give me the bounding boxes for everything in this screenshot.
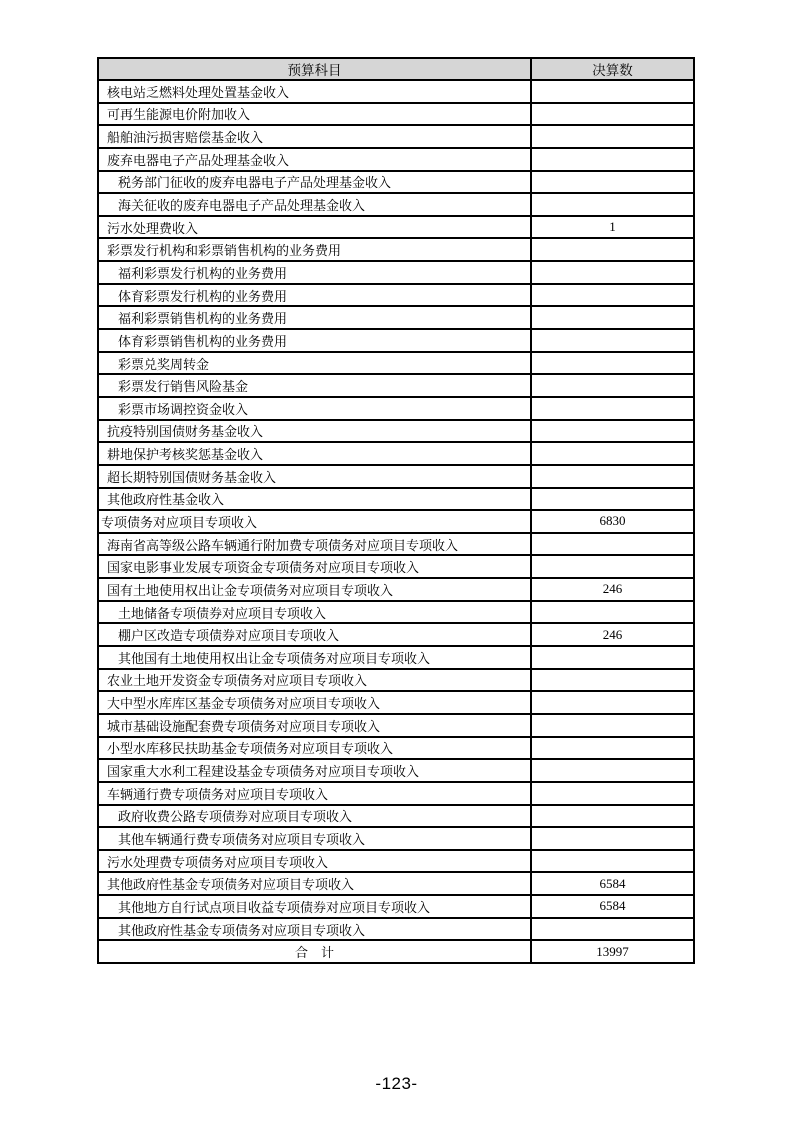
table-row: [98, 329, 694, 352]
final-amount-cell: 6830: [531, 510, 694, 533]
table-footer: [98, 940, 694, 963]
table-row: [98, 714, 694, 737]
final-amount-cell: [531, 148, 694, 171]
budget-subject-cell: 其他政府性基金收入: [98, 488, 531, 511]
final-amount-cell: [531, 420, 694, 443]
final-amount-cell: [531, 261, 694, 284]
table-row: [98, 850, 694, 873]
page-number: -123-: [375, 1074, 418, 1093]
table-row: [98, 284, 694, 307]
table-row: [98, 918, 694, 941]
budget-subject-cell: 其他政府性基金专项债务对应项目专项收入: [98, 918, 531, 941]
budget-subject-cell: 税务部门征收的废弃电器电子产品处理基金收入: [98, 171, 531, 194]
budget-subject-cell: 海南省高等级公路车辆通行附加费专项债务对应项目专项收入: [98, 533, 531, 556]
final-amount-cell: [531, 533, 694, 556]
header-row: [98, 58, 694, 80]
table-row: [98, 352, 694, 375]
table-row: [98, 872, 694, 895]
table-row: [98, 601, 694, 624]
final-amount-cell: [531, 193, 694, 216]
budget-subject-cell: 废弃电器电子产品处理基金收入: [98, 148, 531, 171]
table-row: [98, 148, 694, 171]
table-row: [98, 759, 694, 782]
final-amount-cell: [531, 488, 694, 511]
budget-subject-cell: 海关征收的废弃电器电子产品处理基金收入: [98, 193, 531, 216]
budget-subject-cell: 国家重大水利工程建设基金专项债务对应项目专项收入: [98, 759, 531, 782]
table-row: [98, 125, 694, 148]
table-row: [98, 238, 694, 261]
final-amount-cell: [531, 850, 694, 873]
table-row: [98, 737, 694, 760]
table-header: [98, 58, 694, 80]
final-amount-cell: [531, 691, 694, 714]
budget-subject-cell: 其他国有土地使用权出让金专项债务对应项目专项收入: [98, 646, 531, 669]
budget-subject-cell: 抗疫特别国债财务基金收入: [98, 420, 531, 443]
table-row: [98, 442, 694, 465]
table-row: [98, 171, 694, 194]
final-amount-cell: 246: [531, 578, 694, 601]
table-row: [98, 691, 694, 714]
budget-subject-cell: 车辆通行费专项债务对应项目专项收入: [98, 782, 531, 805]
budget-subject-cell: 彩票发行销售风险基金: [98, 374, 531, 397]
budget-subject-cell: 国家电影事业发展专项资金专项债务对应项目专项收入: [98, 555, 531, 578]
budget-subject-cell: 超长期特别国债财务基金收入: [98, 465, 531, 488]
final-amount-cell: [531, 737, 694, 760]
budget-subject-cell: 可再生能源电价附加收入: [98, 103, 531, 126]
budget-subject-cell: 专项债务对应项目专项收入: [98, 510, 531, 533]
table-row: [98, 827, 694, 850]
table-row: [98, 533, 694, 556]
table-row: [98, 895, 694, 918]
table-row: [98, 782, 694, 805]
final-amount-cell: 6584: [531, 872, 694, 895]
table-row: [98, 646, 694, 669]
budget-subject-cell: 大中型水库库区基金专项债务对应项目专项收入: [98, 691, 531, 714]
final-amount-cell: [531, 397, 694, 420]
final-amount-cell: [531, 669, 694, 692]
table-row: [98, 420, 694, 443]
table-row: [98, 193, 694, 216]
total-label-cell: 合 计: [98, 940, 531, 963]
budget-subject-cell: 彩票发行机构和彩票销售机构的业务费用: [98, 238, 531, 261]
budget-subject-cell: 政府收费公路专项债券对应项目专项收入: [98, 805, 531, 828]
budget-subject-cell: 福利彩票发行机构的业务费用: [98, 261, 531, 284]
column-header-budget-subject: 预算科目: [98, 58, 531, 80]
budget-subject-cell: 船舶油污损害赔偿基金收入: [98, 125, 531, 148]
budget-subject-cell: 耕地保护考核奖惩基金收入: [98, 442, 531, 465]
table-row: [98, 103, 694, 126]
budget-subject-cell: 体育彩票发行机构的业务费用: [98, 284, 531, 307]
budget-subject-cell: 污水处理费专项债务对应项目专项收入: [98, 850, 531, 873]
budget-subject-cell: 城市基础设施配套费专项债务对应项目专项收入: [98, 714, 531, 737]
table-row: [98, 397, 694, 420]
table-row: [98, 578, 694, 601]
budget-subject-cell: 体育彩票销售机构的业务费用: [98, 329, 531, 352]
budget-subject-cell: 国有土地使用权出让金专项债务对应项目专项收入: [98, 578, 531, 601]
table-row: [98, 623, 694, 646]
budget-table: [97, 57, 695, 964]
final-amount-cell: [531, 555, 694, 578]
final-amount-cell: [531, 442, 694, 465]
final-amount-cell: [531, 80, 694, 103]
budget-subject-cell: 其他地方自行试点项目收益专项债券对应项目专项收入: [98, 895, 531, 918]
final-amount-cell: [531, 352, 694, 375]
budget-subject-cell: 彩票市场调控资金收入: [98, 397, 531, 420]
table-row: [98, 488, 694, 511]
final-amount-cell: [531, 171, 694, 194]
final-amount-cell: [531, 306, 694, 329]
final-amount-cell: [531, 238, 694, 261]
table-row: [98, 80, 694, 103]
table-row: [98, 465, 694, 488]
final-amount-cell: [531, 125, 694, 148]
budget-subject-cell: 其他政府性基金专项债务对应项目专项收入: [98, 872, 531, 895]
budget-subject-cell: 其他车辆通行费专项债务对应项目专项收入: [98, 827, 531, 850]
budget-subject-cell: 农业土地开发资金专项债务对应项目专项收入: [98, 669, 531, 692]
total-amount-cell: 13997: [531, 940, 694, 963]
final-amount-cell: [531, 601, 694, 624]
table-row: [98, 374, 694, 397]
total-row: [98, 940, 694, 963]
budget-subject-cell: 彩票兑奖周转金: [98, 352, 531, 375]
final-amount-cell: [531, 465, 694, 488]
table-row: [98, 805, 694, 828]
final-amount-cell: [531, 918, 694, 941]
budget-subject-cell: 小型水库移民扶助基金专项债务对应项目专项收入: [98, 737, 531, 760]
final-amount-cell: [531, 329, 694, 352]
budget-subject-cell: 福利彩票销售机构的业务费用: [98, 306, 531, 329]
table-row: [98, 555, 694, 578]
final-amount-cell: [531, 103, 694, 126]
budget-subject-cell: 污水处理费收入: [98, 216, 531, 239]
column-header-final-amount: 决算数: [531, 58, 694, 80]
final-amount-cell: [531, 782, 694, 805]
budget-subject-cell: 棚户区改造专项债券对应项目专项收入: [98, 623, 531, 646]
table-row: [98, 261, 694, 284]
table-row: [98, 306, 694, 329]
table-row: [98, 510, 694, 533]
final-amount-cell: [531, 714, 694, 737]
final-amount-cell: 6584: [531, 895, 694, 918]
final-amount-cell: [531, 805, 694, 828]
budget-subject-cell: 核电站乏燃料处理处置基金收入: [98, 80, 531, 103]
final-amount-cell: 1: [531, 216, 694, 239]
budget-subject-cell: 土地储备专项债券对应项目专项收入: [98, 601, 531, 624]
final-amount-cell: [531, 374, 694, 397]
final-amount-cell: [531, 827, 694, 850]
table-row: [98, 669, 694, 692]
final-amount-cell: 246: [531, 623, 694, 646]
final-amount-cell: [531, 646, 694, 669]
final-amount-cell: [531, 284, 694, 307]
table-row: [98, 216, 694, 239]
final-amount-cell: [531, 759, 694, 782]
table-body: [98, 80, 694, 940]
